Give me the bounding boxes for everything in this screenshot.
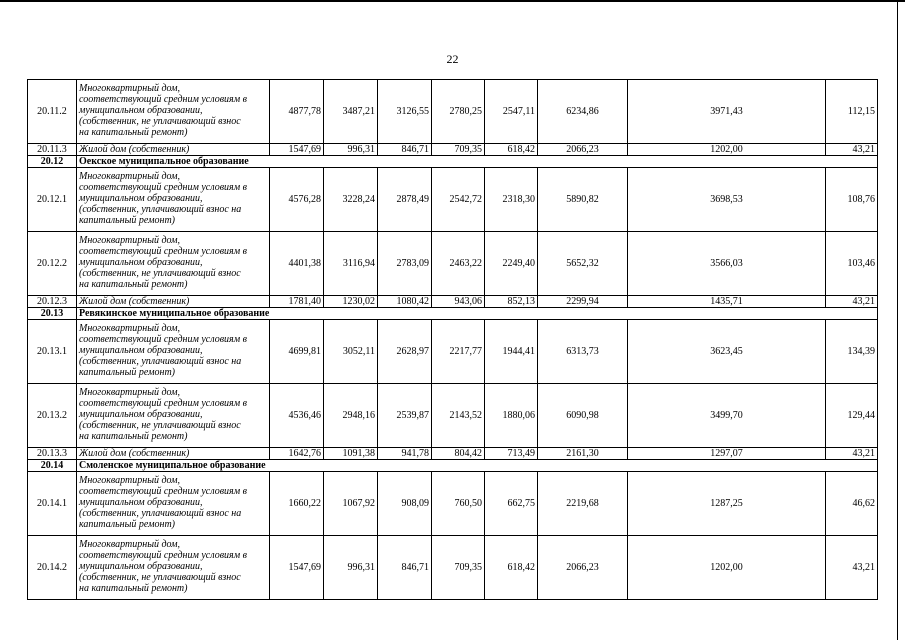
row-code: 20.11.2 bbox=[28, 80, 77, 144]
value-cell: 804,42 bbox=[432, 448, 485, 460]
value-cell: 2628,97 bbox=[378, 320, 432, 384]
table-row bbox=[28, 296, 878, 308]
value-cell: 43,21 bbox=[826, 296, 878, 308]
description-line: соответствующий средним условиям в bbox=[79, 182, 247, 194]
table-row bbox=[28, 448, 878, 460]
row-code: 20.12.2 bbox=[28, 232, 77, 296]
row-description bbox=[77, 384, 270, 448]
value-cell: 1091,38 bbox=[324, 448, 378, 460]
value-cell: 2217,77 bbox=[432, 320, 485, 384]
value-cell: 1202,00 bbox=[628, 144, 826, 156]
section-code: 20.14 bbox=[28, 460, 77, 472]
description-line: на капитальный ремонт) bbox=[79, 430, 188, 442]
row-description bbox=[77, 320, 270, 384]
value-cell: 1230,02 bbox=[324, 296, 378, 308]
value-cell: 43,21 bbox=[826, 536, 878, 600]
value-cell: 2066,23 bbox=[538, 536, 628, 600]
row-code: 20.12.1 bbox=[28, 168, 77, 232]
value-cell: 43,21 bbox=[826, 448, 878, 460]
description-line: соответствующий средним условиям в bbox=[79, 246, 247, 258]
value-cell: 3623,45 bbox=[628, 320, 826, 384]
value-cell: 1642,76 bbox=[270, 448, 324, 460]
description-line: муниципальном образовании, bbox=[79, 497, 203, 509]
description-line: Многоквартирный дом, bbox=[79, 235, 181, 247]
value-cell: 760,50 bbox=[432, 472, 485, 536]
row-code: 20.13.2 bbox=[28, 384, 77, 448]
value-cell: 2539,87 bbox=[378, 384, 432, 448]
description-line: на капитальный ремонт) bbox=[79, 278, 188, 290]
section-code: 20.12 bbox=[28, 156, 77, 168]
section-title: Смоленское муниципальное образование bbox=[77, 460, 878, 472]
value-cell: 2878,49 bbox=[378, 168, 432, 232]
value-cell: 6090,98 bbox=[538, 384, 628, 448]
description-line: (собственник, уплачивающий взнос на bbox=[79, 507, 242, 519]
value-cell: 2299,94 bbox=[538, 296, 628, 308]
value-cell: 852,13 bbox=[485, 296, 538, 308]
description-line: (собственник, уплачивающий взнос на bbox=[79, 203, 242, 215]
value-cell: 1781,40 bbox=[270, 296, 324, 308]
row-description bbox=[77, 168, 270, 232]
description-line: муниципальном образовании, bbox=[79, 193, 203, 205]
section-header-row bbox=[28, 156, 878, 168]
value-cell: 1944,41 bbox=[485, 320, 538, 384]
value-cell: 2066,23 bbox=[538, 144, 628, 156]
row-description bbox=[77, 144, 270, 156]
description-line: (собственник, не уплачивающий взнос bbox=[79, 115, 241, 127]
value-cell: 6313,73 bbox=[538, 320, 628, 384]
value-cell: 4699,81 bbox=[270, 320, 324, 384]
row-description bbox=[77, 472, 270, 536]
value-cell: 3499,70 bbox=[628, 384, 826, 448]
table-row bbox=[28, 536, 878, 600]
table-row bbox=[28, 232, 878, 296]
section-title: Оекское муниципальное образование bbox=[77, 156, 878, 168]
row-code: 20.14.1 bbox=[28, 472, 77, 536]
value-cell: 1880,06 bbox=[485, 384, 538, 448]
value-cell: 103,46 bbox=[826, 232, 878, 296]
table-row bbox=[28, 80, 878, 144]
page-number: 22 bbox=[446, 52, 459, 66]
value-cell: 4576,28 bbox=[270, 168, 324, 232]
table-row bbox=[28, 168, 878, 232]
row-description bbox=[77, 536, 270, 600]
row-code: 20.11.3 bbox=[28, 144, 77, 156]
description-line: (собственник, не уплачивающий взнос bbox=[79, 419, 241, 431]
row-code: 20.14.2 bbox=[28, 536, 77, 600]
value-cell: 2249,40 bbox=[485, 232, 538, 296]
right-border-line bbox=[897, 2, 898, 640]
value-cell: 3116,94 bbox=[324, 232, 378, 296]
section-title: Ревякинское муниципальное образование bbox=[77, 308, 878, 320]
section-header-row bbox=[28, 308, 878, 320]
value-cell: 4536,46 bbox=[270, 384, 324, 448]
value-cell: 709,35 bbox=[432, 536, 485, 600]
section-code: 20.13 bbox=[28, 308, 77, 320]
value-cell: 1547,69 bbox=[270, 536, 324, 600]
value-cell: 2542,72 bbox=[432, 168, 485, 232]
value-cell: 941,78 bbox=[378, 448, 432, 460]
value-cell: 3971,43 bbox=[628, 80, 826, 144]
value-cell: 1067,92 bbox=[324, 472, 378, 536]
description-line: (собственник, не уплачивающий взнос bbox=[79, 571, 241, 583]
value-cell: 4877,78 bbox=[270, 80, 324, 144]
description-line: (собственник, не уплачивающий взнос bbox=[79, 267, 241, 279]
description-line: муниципальном образовании, bbox=[79, 105, 203, 117]
value-cell: 2780,25 bbox=[432, 80, 485, 144]
value-cell: 2463,22 bbox=[432, 232, 485, 296]
description-line: соответствующий средним условиям в bbox=[79, 486, 247, 498]
value-cell: 1080,42 bbox=[378, 296, 432, 308]
value-cell: 2783,09 bbox=[378, 232, 432, 296]
value-cell: 2219,68 bbox=[538, 472, 628, 536]
value-cell: 943,06 bbox=[432, 296, 485, 308]
description-line: Жилой дом (собственник) bbox=[79, 144, 190, 155]
value-cell: 108,76 bbox=[826, 168, 878, 232]
description-line: Многоквартирный дом, bbox=[79, 387, 181, 399]
value-cell: 43,21 bbox=[826, 144, 878, 156]
description-line: Многоквартирный дом, bbox=[79, 83, 181, 95]
value-cell: 134,39 bbox=[826, 320, 878, 384]
value-cell: 709,35 bbox=[432, 144, 485, 156]
value-cell: 1435,71 bbox=[628, 296, 826, 308]
tariff-table bbox=[27, 79, 878, 600]
value-cell: 5890,82 bbox=[538, 168, 628, 232]
value-cell: 996,31 bbox=[324, 536, 378, 600]
value-cell: 713,49 bbox=[485, 448, 538, 460]
value-cell: 3052,11 bbox=[324, 320, 378, 384]
value-cell: 662,75 bbox=[485, 472, 538, 536]
table-row bbox=[28, 472, 878, 536]
row-code: 20.12.3 bbox=[28, 296, 77, 308]
value-cell: 3698,53 bbox=[628, 168, 826, 232]
row-description bbox=[77, 448, 270, 460]
description-line: капитальный ремонт) bbox=[79, 214, 176, 226]
description-line: муниципальном образовании, bbox=[79, 345, 203, 357]
value-cell: 3487,21 bbox=[324, 80, 378, 144]
table-row bbox=[28, 320, 878, 384]
value-cell: 1547,69 bbox=[270, 144, 324, 156]
description-line: Жилой дом (собственник) bbox=[79, 296, 190, 307]
value-cell: 1287,25 bbox=[628, 472, 826, 536]
table-body bbox=[28, 80, 878, 600]
description-line: соответствующий средним условиям в bbox=[79, 398, 247, 410]
description-line: Многоквартирный дом, bbox=[79, 475, 181, 487]
value-cell: 618,42 bbox=[485, 144, 538, 156]
value-cell: 112,15 bbox=[826, 80, 878, 144]
value-cell: 618,42 bbox=[485, 536, 538, 600]
row-code: 20.13.3 bbox=[28, 448, 77, 460]
value-cell: 2143,52 bbox=[432, 384, 485, 448]
top-border-line bbox=[0, 0, 905, 2]
description-line: на капитальный ремонт) bbox=[79, 582, 188, 594]
row-description bbox=[77, 296, 270, 308]
value-cell: 3126,55 bbox=[378, 80, 432, 144]
value-cell: 846,71 bbox=[378, 536, 432, 600]
value-cell: 2948,16 bbox=[324, 384, 378, 448]
value-cell: 1660,22 bbox=[270, 472, 324, 536]
description-line: на капитальный ремонт) bbox=[79, 126, 188, 138]
section-header-row bbox=[28, 460, 878, 472]
description-line: (собственник, уплачивающий взнос на bbox=[79, 355, 242, 367]
value-cell: 1202,00 bbox=[628, 536, 826, 600]
row-code: 20.13.1 bbox=[28, 320, 77, 384]
value-cell: 3228,24 bbox=[324, 168, 378, 232]
value-cell: 3566,03 bbox=[628, 232, 826, 296]
value-cell: 1297,07 bbox=[628, 448, 826, 460]
description-line: соответствующий средним условиям в bbox=[79, 550, 247, 562]
description-line: Многоквартирный дом, bbox=[79, 323, 181, 335]
description-line: соответствующий средним условиям в bbox=[79, 334, 247, 346]
value-cell: 908,09 bbox=[378, 472, 432, 536]
description-line: муниципальном образовании, bbox=[79, 409, 203, 421]
row-description bbox=[77, 232, 270, 296]
description-line: капитальный ремонт) bbox=[79, 366, 176, 378]
value-cell: 4401,38 bbox=[270, 232, 324, 296]
value-cell: 46,62 bbox=[826, 472, 878, 536]
value-cell: 996,31 bbox=[324, 144, 378, 156]
table-row bbox=[28, 144, 878, 156]
description-line: Многоквартирный дом, bbox=[79, 539, 181, 551]
value-cell: 2547,11 bbox=[485, 80, 538, 144]
description-line: Жилой дом (собственник) bbox=[79, 448, 190, 459]
value-cell: 6234,86 bbox=[538, 80, 628, 144]
value-cell: 2318,30 bbox=[485, 168, 538, 232]
description-line: муниципальном образовании, bbox=[79, 257, 203, 269]
value-cell: 5652,32 bbox=[538, 232, 628, 296]
row-description bbox=[77, 80, 270, 144]
description-line: соответствующий средним условиям в bbox=[79, 94, 247, 106]
value-cell: 2161,30 bbox=[538, 448, 628, 460]
value-cell: 129,44 bbox=[826, 384, 878, 448]
description-line: муниципальном образовании, bbox=[79, 561, 203, 573]
description-line: капитальный ремонт) bbox=[79, 518, 176, 530]
table-row bbox=[28, 384, 878, 448]
value-cell: 846,71 bbox=[378, 144, 432, 156]
description-line: Многоквартирный дом, bbox=[79, 171, 181, 183]
